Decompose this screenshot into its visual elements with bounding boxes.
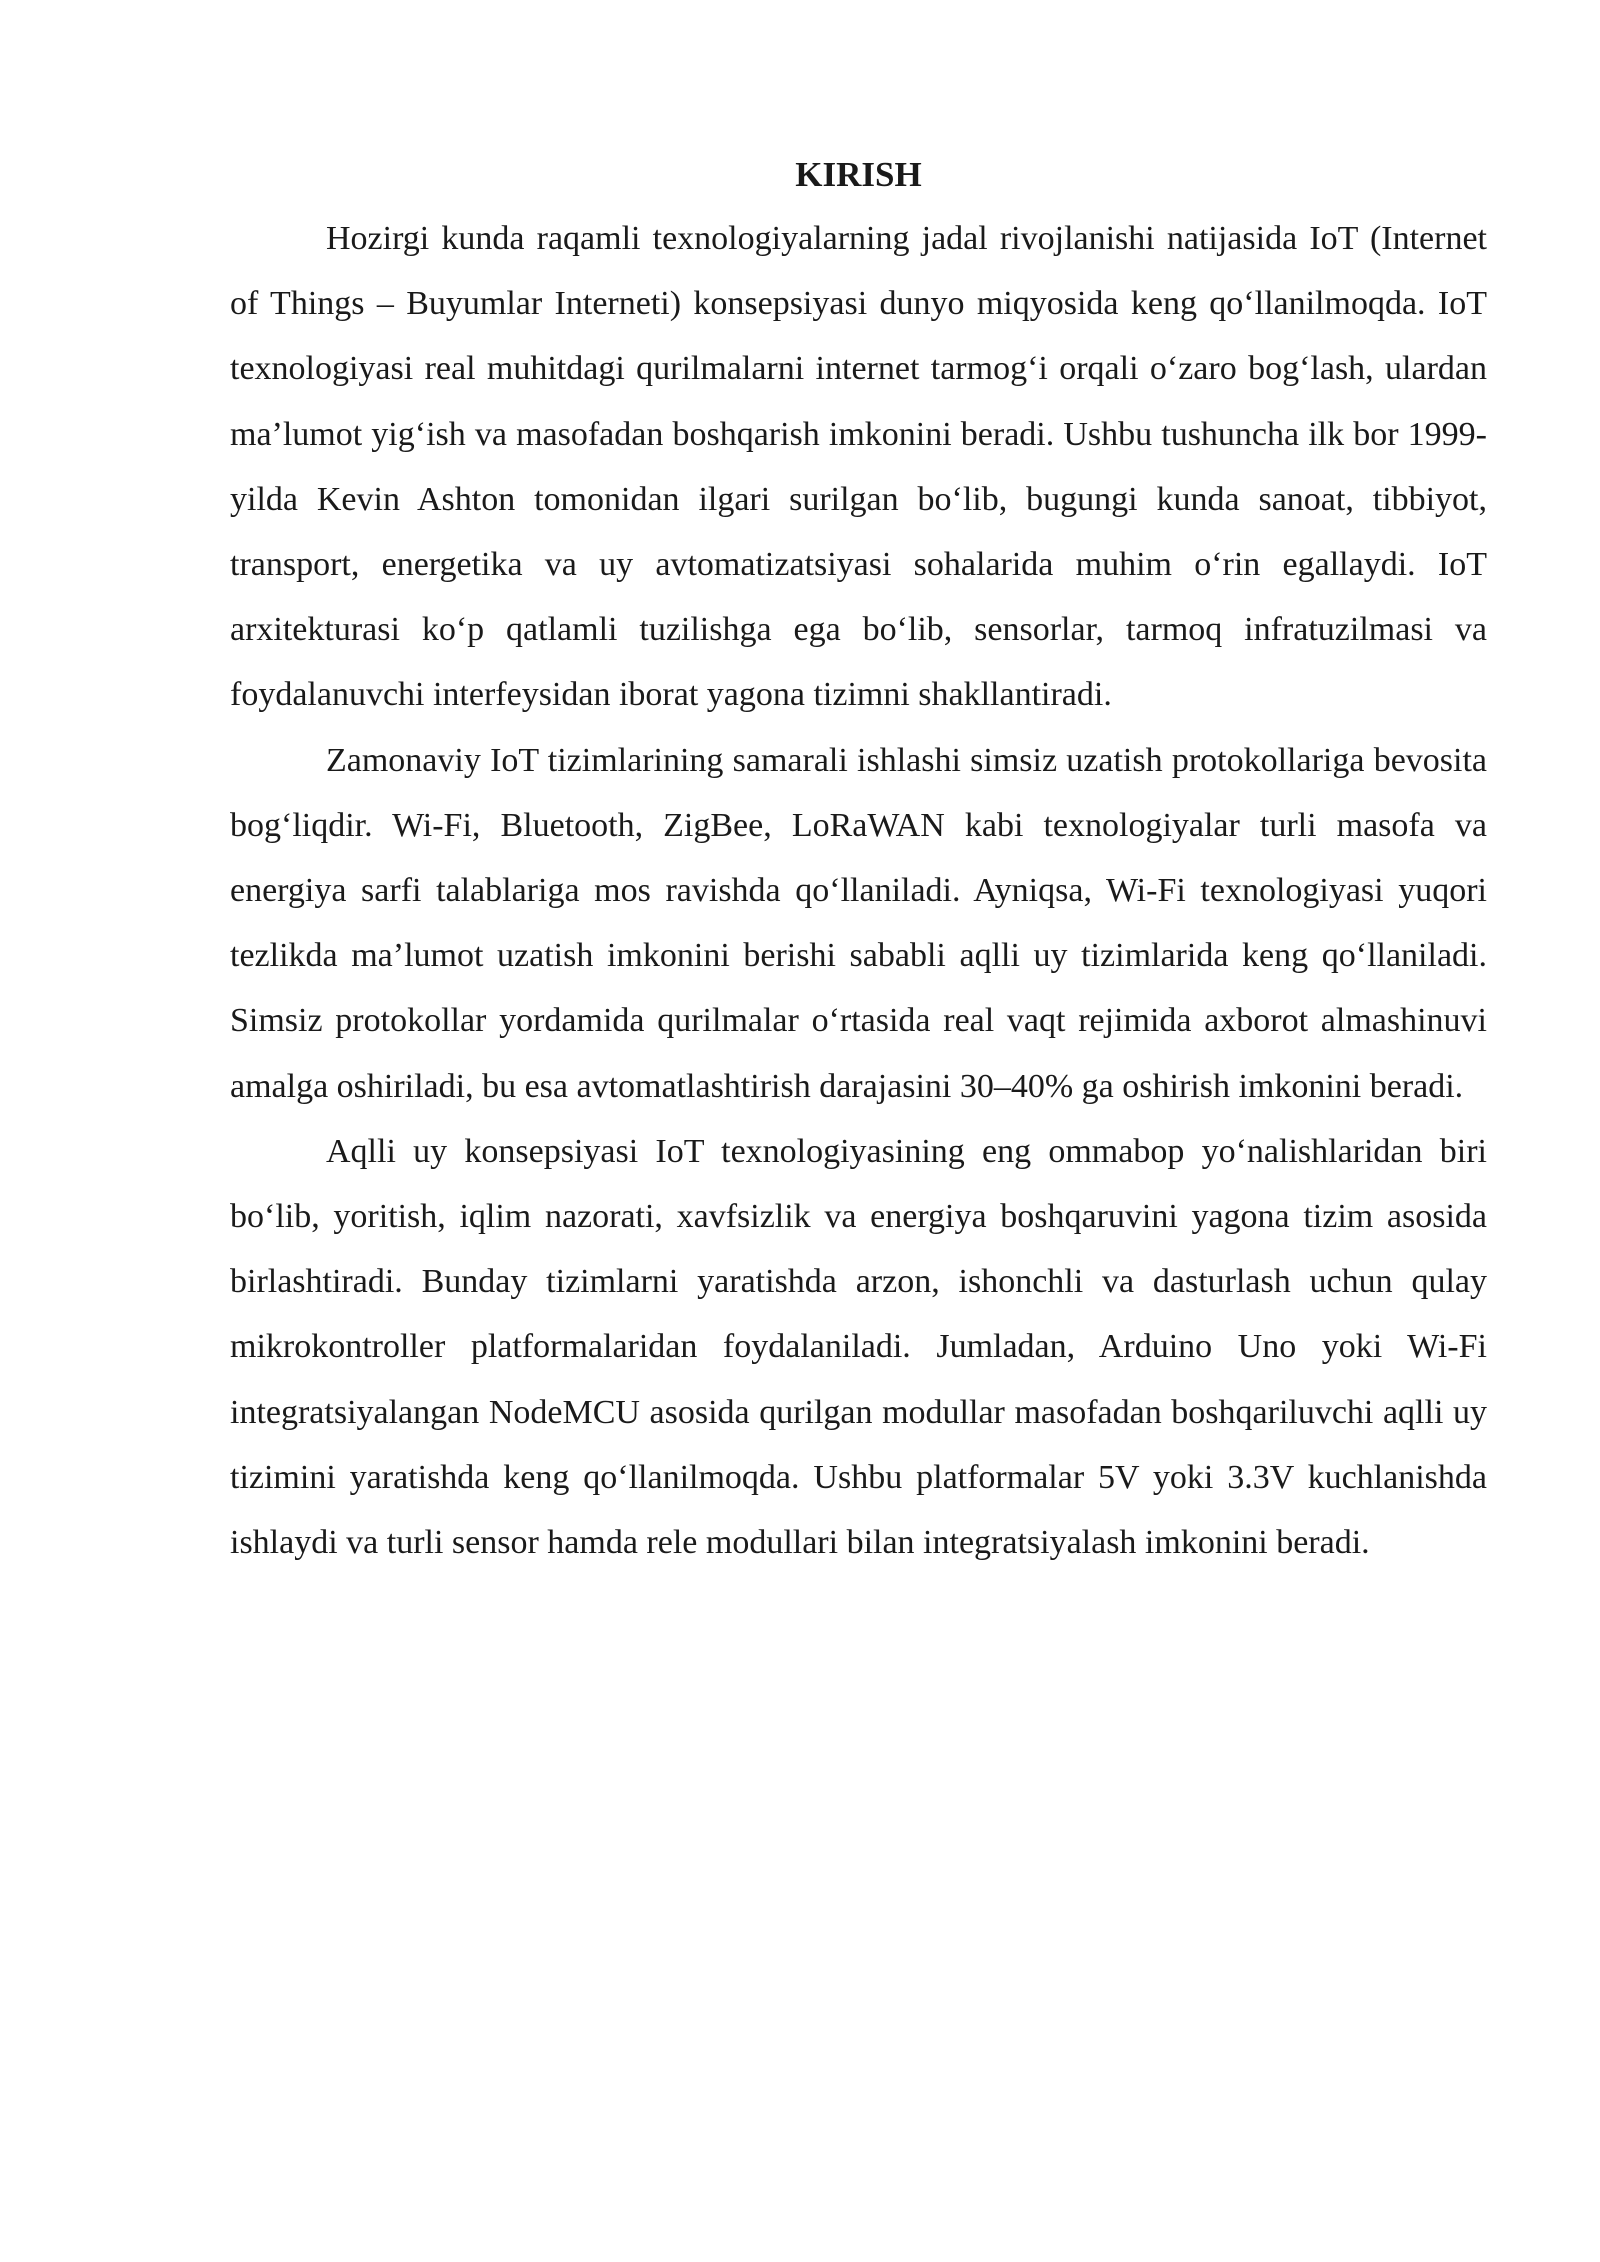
paragraph-1: Hozirgi kunda raqamli texnologiyalarning jadal rivojlanishi natijasida IoT (Internet of Things – Buyumlar Interneti) konsepsiyasi dunyo miqyosida keng qo‘llanilmoqda. IoT texnologiyasi real muhitdagi qurilmalarni internet tarmog‘i orqali o‘zaro bog‘lash, ulardan ma’lumot yig‘ish va masofadan boshqarish imkonini beradi. Ushbu tushuncha ilk bor 1999-yilda Kevin Ashton tomonidan ilgari surilgan bo‘lib, bugungi kunda sanoat, tibbiyot, transport, energetika va uy avtomatizatsiyasi sohalarida muhim o‘rin egallaydi. IoT arxitekturasi ko‘p qatlamli tuzilishga ega bo‘lib, sensorlar, tarmoq infratuzilmasi va foydalanuvchi interfeysidan iborat yagona tizimni shakllantiradi. [230,220,1487,714]
section-heading: KIRISH [795,155,922,194]
paragraph-3: Aqlli uy konsepsiyasi IoT texnologiyasining eng ommabop yo‘nalishlaridan biri bo‘lib, yoritish, iqlim nazorati, xavfsizlik va energiya boshqaruvini yagona tizim asosida birlashtiradi. Bunday tizimlarni yaratishda arzon, ishonchli va dasturlash uchun qulay mikrokontroller platformalaridan foydalaniladi. Jumladan, Arduino Uno yoki Wi-Fi integratsiyalangan NodeMCU asosida qurilgan modullar masofadan boshqariluvchi aqlli uy tizimini yaratishda keng qo‘llanilmoqda. Ushbu platformalar 5V yoki 3.3V kuchlanishda ishlaydi va turli sensor hamda rele modullari bilan integratsiyalash imkonini beradi. [230,1132,1487,1562]
paragraph-2: Zamonaviy IoT tizimlarining samarali ishlashi simsiz uzatish protokollariga bevosita bog‘liqdir. Wi-Fi, Bluetooth, ZigBee, LoRaWAN kabi texnologiyalar turli masofa va energiya sarfi talablariga mos ravishda qo‘llaniladi. Ayniqsa, Wi-Fi texnologiyasi yuqori tezlikda ma’lumot uzatish imkonini berishi sababli aqlli uy tizimlarida keng qo‘llaniladi. Simsiz protokollar yordamida qurilmalar o‘rtasida real vaqt rejimida axborot almashinuvi amalga oshiriladi, bu esa avtomatlashtirish darajasini 30–40% ga oshirish imkonini beradi. [230,741,1487,1105]
document-page [230,148,1487,1575]
